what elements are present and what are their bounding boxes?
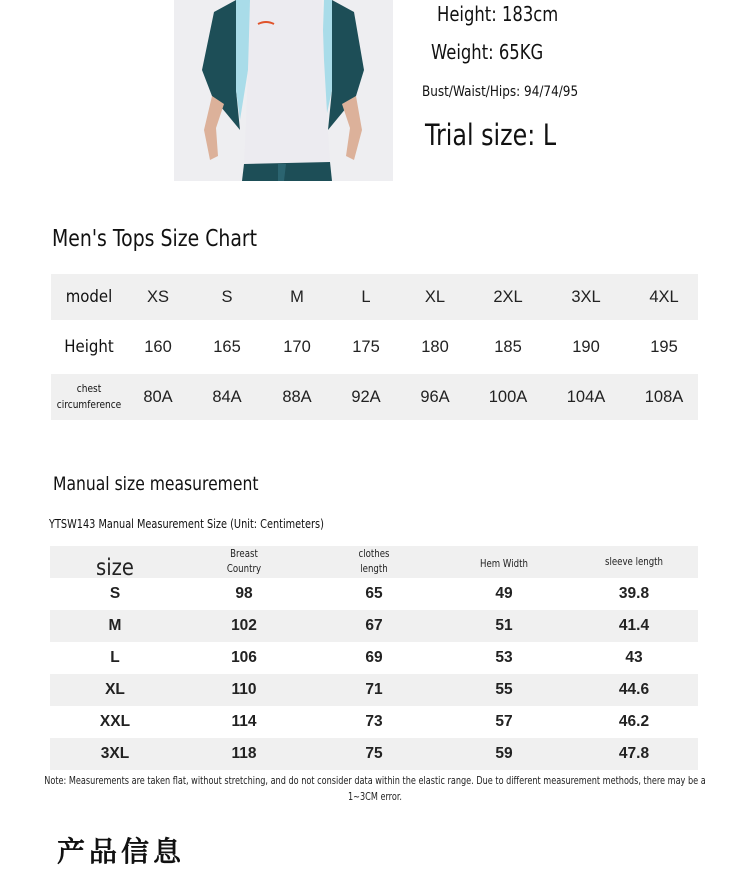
table-cell: 41.4 (618, 617, 650, 634)
table-cell: 4XL (649, 287, 679, 306)
table-row (50, 674, 698, 706)
table-cell: 47.8 (618, 745, 650, 762)
row-label (58, 374, 120, 420)
table-cell: M (108, 617, 122, 634)
table-cell: 195 (650, 337, 678, 356)
model-height: Height: 183cm (437, 2, 559, 26)
table-cell: 110 (231, 681, 257, 698)
table-cell: 49 (495, 585, 513, 602)
table-header-row (50, 546, 698, 581)
table-cell: L (361, 287, 371, 306)
table-cell: 44.6 (618, 681, 650, 698)
table-cell: 118 (231, 745, 257, 762)
table-cell: XXL (99, 713, 131, 730)
measurement-note-text: Note: Measurements are taken flat, without stretching, and do not consider data within the elastic range. Due to different measurement methods, there may be a 1~3CM error. (44, 774, 706, 803)
model-trial-size: Trial size: L (425, 118, 557, 152)
table-row-chest (51, 374, 698, 420)
table-row (50, 706, 698, 738)
table-cell: 2XL (493, 287, 523, 306)
row-label: Height (64, 337, 114, 357)
table-cell: 84A (212, 387, 242, 406)
header-breast-line2: Country (226, 563, 262, 575)
row-label-line2: circumference (56, 398, 122, 411)
header-length (325, 546, 423, 578)
table-cell: 73 (365, 713, 383, 730)
table-cell: 92A (351, 387, 381, 406)
table-cell: 114 (231, 713, 257, 730)
table-cell: M (290, 287, 304, 306)
table-cell: XL (105, 681, 125, 698)
table-cell: 57 (495, 713, 513, 730)
table-cell: 75 (365, 745, 383, 762)
table-cell: 108A (644, 387, 684, 406)
table-cell: 106 (231, 649, 257, 666)
table-cell: 59 (495, 745, 513, 762)
table-cell: 3XL (100, 745, 130, 762)
product-info-title: 产品信息 (57, 835, 186, 868)
table-cell: 80A (143, 387, 173, 406)
table-cell: XS (146, 287, 169, 306)
header-size: size (96, 554, 134, 581)
table-row (50, 738, 698, 770)
table-cell: 180 (421, 337, 449, 356)
table-row (50, 578, 698, 610)
table-cell: 3XL (571, 287, 601, 306)
table-cell: 100A (488, 387, 528, 406)
table-cell: 165 (213, 337, 241, 356)
header-length-line2: length (360, 563, 388, 575)
header-sleeve: sleeve length (604, 555, 664, 568)
table-cell: 160 (144, 337, 172, 356)
table-cell: 39.8 (618, 585, 650, 602)
table-cell: XL (424, 287, 446, 306)
tops-size-table (51, 274, 698, 420)
row-label-line1: chest (76, 382, 102, 395)
table-cell: 102 (231, 617, 257, 634)
table-cell: 71 (365, 681, 383, 698)
model-weight: Weight: 65KG (431, 40, 544, 64)
manual-subtitle: YTSW143 Manual Measurement Size (Unit: Centimeters) (49, 516, 324, 531)
table-cell: 53 (495, 649, 513, 666)
manual-section-title: Manual size measurement (53, 473, 259, 495)
model-photo (174, 0, 393, 181)
table-cell: 96A (420, 387, 450, 406)
header-length-line1: clothes (358, 548, 390, 560)
table-cell: 67 (365, 617, 383, 634)
header-breast (195, 546, 293, 578)
table-cell: 104A (566, 387, 606, 406)
table-cell: 190 (572, 337, 600, 356)
manual-size-table (50, 546, 698, 770)
table-cell: S (109, 585, 121, 602)
table-cell: 51 (495, 617, 513, 634)
tops-chart-title: Men's Tops Size Chart (52, 226, 258, 252)
table-cell: L (110, 649, 120, 666)
measurement-note (0, 773, 750, 805)
row-label: model (65, 287, 113, 307)
table-cell: 98 (235, 585, 253, 602)
table-cell: 46.2 (618, 713, 650, 730)
table-cell: 170 (283, 337, 311, 356)
table-row-model (51, 274, 698, 320)
table-row-height (51, 324, 698, 370)
model-measurements: Bust/Waist/Hips: 94/74/95 (422, 84, 579, 100)
table-row (50, 642, 698, 674)
table-cell: 65 (365, 585, 383, 602)
table-cell: 69 (365, 649, 383, 666)
table-cell: S (221, 287, 233, 306)
header-breast-line1: Breast (230, 548, 258, 560)
table-cell: 175 (352, 337, 380, 356)
table-cell: 55 (495, 681, 513, 698)
table-cell: 88A (282, 387, 312, 406)
table-cell: 43 (625, 649, 643, 666)
table-cell: 185 (494, 337, 522, 356)
table-row (50, 610, 698, 642)
header-hem: Hem Width (480, 557, 528, 570)
